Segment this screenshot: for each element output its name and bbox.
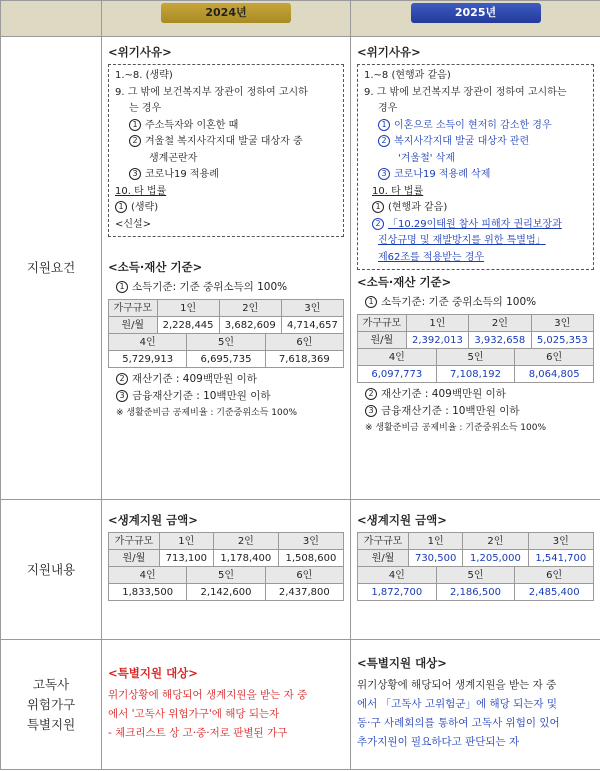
- table-cell: 2,142,600: [187, 584, 265, 601]
- number-circle: 1: [115, 201, 127, 213]
- income-standard-text: 소득기준: 기준 중위소득의 100%: [132, 281, 288, 293]
- finance-text: 금융재산기준 : 10백만원 이하: [381, 405, 520, 417]
- crisis-title: <위기사유>: [108, 45, 172, 59]
- income-title: <소득·재산 기준>: [357, 275, 452, 289]
- requirements-2024: [102, 37, 351, 500]
- crisis-item-text: 주소득자와 이혼한 때: [145, 119, 239, 131]
- crisis-line: 는 경우: [129, 103, 162, 114]
- table-cell: 1인: [406, 315, 468, 332]
- table-cell: 6,097,773: [358, 366, 437, 383]
- row-label-line: 고독사: [32, 676, 70, 692]
- crisis-item: [115, 134, 337, 151]
- table-cell: 1,833,500: [109, 584, 187, 601]
- finance-standard: [357, 403, 594, 420]
- crisis-item: [364, 118, 587, 135]
- table-cell: 5,729,913: [109, 351, 187, 368]
- table-cell: 2,392,013: [406, 332, 468, 349]
- table-cell: 3인: [528, 533, 593, 550]
- table-cell: 2인: [213, 533, 278, 550]
- crisis-item: [115, 118, 337, 135]
- crisis-box: [108, 64, 344, 237]
- table-cell: 5인: [187, 334, 265, 351]
- table-cell: 6인: [515, 349, 594, 366]
- special-row: [1, 640, 600, 770]
- number-circle: 3: [378, 168, 390, 180]
- income-standard: [108, 279, 344, 296]
- income-standard-text: 소득기준: 기준 중위소득의 100%: [381, 296, 537, 308]
- table-cell: 8,064,805: [515, 366, 594, 383]
- number-circle: 1: [365, 296, 377, 308]
- table-row: [358, 366, 594, 383]
- table-row: [109, 334, 344, 351]
- crisis-new: <신설>: [115, 218, 152, 230]
- special-2024: [102, 640, 351, 770]
- table-cell: 2,186,500: [436, 584, 515, 601]
- crisis-item-text: 생계곤란자: [149, 152, 198, 164]
- crisis-item-text: 코로나19 적용례: [145, 169, 219, 180]
- living-title: <생계지원 금액>: [357, 513, 447, 527]
- crisis-item-text: 복지사각지대 발굴 대상자 관련: [394, 136, 530, 147]
- content-2025: [351, 500, 600, 640]
- crisis-item: [364, 217, 587, 234]
- special-line: 위기상황에 해당되어 생계지원을 받는 자 중: [108, 689, 308, 701]
- crisis-line: 9. 그 밖에 보건복지부 장관이 정하여 고시하는: [364, 86, 567, 98]
- number-circle: 2: [365, 388, 377, 400]
- year-2024-badge: 2024년: [161, 3, 291, 23]
- living-title: <생계지원 금액>: [108, 513, 198, 527]
- requirements-2025: [351, 37, 600, 500]
- table-cell: 가구규모: [358, 315, 407, 332]
- income-title: <소득·재산 기준>: [108, 260, 203, 274]
- deduction-note: ※ 생활준비금 공제비율 : 기준중위소득 100%: [365, 423, 547, 433]
- crisis-item-text: 진상규명 및 재발방지를 위한 특별법」: [378, 235, 546, 246]
- number-circle: 3: [365, 405, 377, 417]
- living-table-2: [108, 566, 344, 601]
- table-row: [358, 550, 594, 567]
- number-circle: 1: [129, 119, 141, 131]
- crisis-line: 9. 그 밖에 보건복지부 장관이 정하여 고시하: [115, 86, 308, 98]
- crisis-item-text: (현행과 같음): [388, 202, 448, 213]
- crisis-box: [357, 64, 594, 270]
- table-row: [358, 332, 594, 349]
- table-cell: 7,618,369: [265, 351, 343, 368]
- table-cell: 5인: [436, 567, 515, 584]
- table-cell: 3,932,658: [469, 332, 531, 349]
- number-circle: 1: [116, 281, 128, 293]
- special-line: 동·구 사례회의를 통하여 고독사 위험이 있어: [357, 717, 560, 729]
- table-row: [358, 315, 594, 332]
- table-cell: 4인: [109, 334, 187, 351]
- requirements-row: [1, 37, 600, 500]
- table-row: [358, 584, 594, 601]
- finance-text: 금융재산기준 : 10백만원 이하: [132, 390, 271, 402]
- table-cell: 1,872,700: [358, 584, 437, 601]
- income-table: [357, 314, 594, 349]
- table-cell: 1,205,000: [463, 550, 528, 567]
- number-circle: 1: [372, 201, 384, 213]
- row-label-line: 특별지원: [26, 716, 76, 732]
- deduction-note: ※ 생활준비금 공제비율 : 기준중위소득 100%: [116, 408, 298, 418]
- table-cell: 713,100: [159, 550, 213, 567]
- crisis-item-text: 제62조를 적용받는 경우: [378, 251, 485, 263]
- table-cell: 730,500: [409, 550, 463, 567]
- asset-text: 재산기준 : 409백만원 이하: [381, 388, 506, 400]
- special-2025: [351, 640, 600, 770]
- header-2024: [102, 1, 351, 37]
- crisis-line: 1.~8 (현행과 같음): [364, 70, 451, 81]
- table-cell: 2,437,800: [265, 584, 343, 601]
- finance-standard: [108, 388, 344, 405]
- asset-standard: [108, 371, 344, 388]
- income-standard: [357, 294, 594, 311]
- content-row: [1, 500, 600, 640]
- table-cell: 3인: [278, 533, 343, 550]
- crisis-line: 10. 타 법률: [115, 185, 167, 197]
- crisis-item-text: 「10.29이태원 참사 피해자 권리보장과: [388, 218, 562, 230]
- special-line: 에서 「고독사 고위험군」에 해당 되는자 및: [357, 698, 557, 710]
- table-cell: 5인: [187, 567, 265, 584]
- living-table: [357, 532, 594, 567]
- special-title: <특별지원 대상>: [357, 656, 447, 670]
- number-circle: 3: [129, 168, 141, 180]
- asset-text: 재산기준 : 409백만원 이하: [132, 373, 257, 385]
- table-row: [109, 351, 344, 368]
- table-row: [358, 349, 594, 366]
- table-row: [109, 317, 344, 334]
- table-cell: 1,508,600: [278, 550, 343, 567]
- crisis-item-text: 겨울철 복지사각지대 발굴 대상자 중: [145, 136, 303, 147]
- row-label-requirements: 지원요건: [1, 37, 102, 500]
- crisis-item: [364, 167, 587, 184]
- table-cell: 4인: [358, 349, 437, 366]
- income-table-2: [357, 348, 594, 383]
- number-circle: 2: [116, 373, 128, 385]
- special-line: 위기상황에 해당되어 생계지원을 받는 자 중: [357, 679, 557, 691]
- crisis-item-text: '겨울철' 삭제: [398, 152, 455, 164]
- table-cell: 6,695,735: [187, 351, 265, 368]
- table-cell: 2,228,445: [157, 317, 219, 334]
- table-cell: 원/월: [109, 317, 158, 334]
- special-line: - 체크리스트 상 고·중·저로 판별된 가구: [108, 727, 288, 739]
- table-cell: 1인: [409, 533, 463, 550]
- table-cell: 3인: [281, 300, 343, 317]
- crisis-item: [364, 134, 587, 151]
- table-cell: 6인: [515, 567, 594, 584]
- crisis-line: 10. 타 법률: [372, 185, 424, 197]
- row-label-content: 지원내용: [1, 500, 102, 640]
- crisis-line: 경우: [378, 103, 398, 114]
- table-cell: 7,108,192: [436, 366, 515, 383]
- crisis-item: [115, 167, 337, 184]
- table-cell: 1인: [159, 533, 213, 550]
- number-circle: 1: [378, 119, 390, 131]
- table-cell: 가구규모: [109, 533, 160, 550]
- number-circle: 2: [378, 135, 390, 147]
- table-cell: 원/월: [358, 332, 407, 349]
- header-2025: [351, 1, 600, 37]
- asset-standard: [357, 386, 594, 403]
- crisis-title: <위기사유>: [357, 45, 421, 59]
- table-cell: 4,714,657: [281, 317, 343, 334]
- table-cell: 1,541,700: [528, 550, 593, 567]
- crisis-item: [364, 200, 587, 217]
- table-cell: 4인: [358, 567, 437, 584]
- table-cell: 6인: [265, 567, 343, 584]
- income-table: [108, 299, 344, 334]
- table-cell: 5,025,353: [531, 332, 593, 349]
- table-cell: 6인: [265, 334, 343, 351]
- special-line: 추가지원이 필요하다고 판단되는 자: [357, 736, 520, 748]
- table-row: [109, 550, 344, 567]
- income-table-2: [108, 333, 344, 368]
- row-label-special: [1, 640, 102, 770]
- table-cell: 1,178,400: [213, 550, 278, 567]
- row-label-line: 위험가구: [26, 696, 76, 712]
- crisis-item-text: 이혼으로 소득이 현저히 감소한 경우: [394, 119, 552, 131]
- table-row: [358, 533, 594, 550]
- crisis-line: 1.~8. (생략): [115, 70, 173, 81]
- table-cell: 가구규모: [358, 533, 409, 550]
- crisis-item-text: (생략): [131, 202, 159, 213]
- year-2025-badge: 2025년: [411, 3, 541, 23]
- table-cell: 원/월: [358, 550, 409, 567]
- table-cell: 3인: [531, 315, 593, 332]
- table-cell: 4인: [109, 567, 187, 584]
- table-cell: 가구규모: [109, 300, 158, 317]
- table-row: [109, 533, 344, 550]
- content-2024: [102, 500, 351, 640]
- header-corner: [1, 1, 102, 37]
- table-row: [109, 584, 344, 601]
- crisis-item: [115, 200, 337, 217]
- header-row: [1, 1, 600, 37]
- special-title: <특별지원 대상>: [108, 666, 198, 680]
- table-cell: 3,682,609: [219, 317, 281, 334]
- number-circle: 3: [116, 390, 128, 402]
- crisis-item-text: 코로나19 적용례 삭제: [394, 169, 491, 180]
- living-table-2: [357, 566, 594, 601]
- table-row: [109, 300, 344, 317]
- number-circle: 2: [372, 218, 384, 230]
- living-table: [108, 532, 344, 567]
- number-circle: 2: [129, 135, 141, 147]
- table-cell: 5인: [436, 349, 515, 366]
- special-line: 에서 '고독사 위험가구'에 해당 되는자: [108, 708, 280, 720]
- table-cell: 2인: [463, 533, 528, 550]
- table-row: [358, 567, 594, 584]
- table-cell: 원/월: [109, 550, 160, 567]
- table-cell: 2인: [469, 315, 531, 332]
- table-cell: 2,485,400: [515, 584, 594, 601]
- table-cell: 1인: [157, 300, 219, 317]
- table-cell: 2인: [219, 300, 281, 317]
- table-row: [109, 567, 344, 584]
